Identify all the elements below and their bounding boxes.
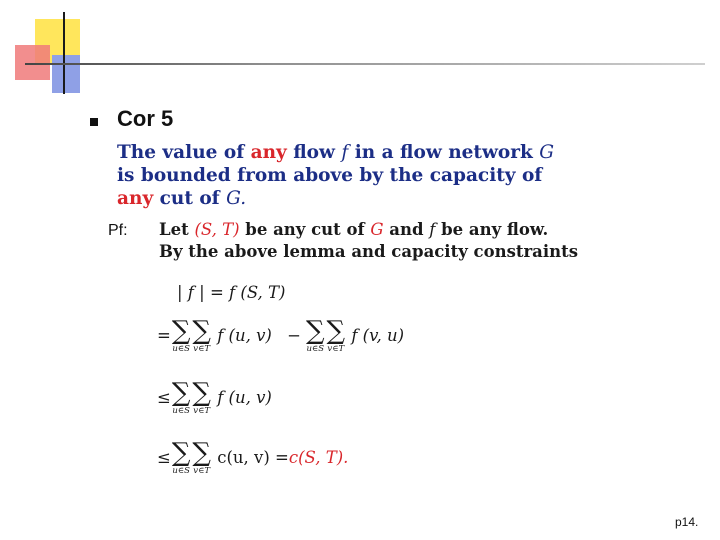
eq2-term2: f (v, u) bbox=[351, 326, 405, 346]
eq4-capacity: c(S, T). bbox=[288, 448, 349, 468]
statement-any: any bbox=[117, 188, 154, 209]
equation-3 bbox=[157, 380, 272, 416]
sum-subscript: u∈S bbox=[306, 344, 325, 354]
sum-subscript: v∈T bbox=[327, 344, 345, 354]
statement-text: is bounded from above by the capacity of bbox=[117, 165, 543, 186]
eq2-prefix: = bbox=[157, 326, 171, 346]
sum-u bbox=[172, 440, 191, 476]
sum-symbol: ∑ bbox=[192, 438, 211, 468]
bullet-icon bbox=[90, 118, 98, 126]
equation-2 bbox=[157, 318, 404, 354]
statement-any: any bbox=[250, 142, 287, 163]
proof-text: be any cut of bbox=[239, 220, 371, 239]
eq2-minus: − bbox=[287, 326, 301, 346]
proof-f: f bbox=[429, 220, 436, 239]
statement-text: flow bbox=[286, 142, 342, 163]
sum-u bbox=[172, 380, 191, 416]
eq3-prefix: ≤ bbox=[157, 388, 171, 408]
eq4-prefix: ≤ bbox=[157, 448, 171, 468]
sum-v bbox=[192, 318, 211, 354]
proof-line-2: By the above lemma and capacity constraints bbox=[159, 242, 579, 261]
sum-symbol: ∑ bbox=[171, 316, 191, 346]
sum-symbol: ∑ bbox=[326, 316, 346, 346]
sum-u bbox=[306, 318, 325, 354]
page-number: p14. bbox=[675, 515, 699, 529]
sum-u bbox=[172, 318, 191, 354]
slide-title: Cor 5 bbox=[117, 106, 174, 131]
sum-symbol: ∑ bbox=[305, 316, 325, 346]
sum-subscript: u∈S bbox=[172, 406, 190, 416]
sum-subscript: v∈T bbox=[193, 466, 211, 476]
statement-text: in a flow network bbox=[348, 142, 540, 163]
sum-symbol: ∑ bbox=[192, 378, 211, 408]
statement-G: G bbox=[539, 142, 555, 163]
sum-subscript: u∈S bbox=[172, 466, 190, 476]
eq2-term1: f (u, v) bbox=[217, 326, 272, 346]
proof-G: G bbox=[370, 220, 384, 239]
statement-text: The value of bbox=[117, 142, 251, 163]
decor-blue-square bbox=[52, 55, 80, 93]
proof-label: Pf: bbox=[108, 222, 128, 239]
sum-v bbox=[327, 318, 346, 354]
decor-vertical-line bbox=[63, 12, 65, 94]
sum-symbol: ∑ bbox=[171, 378, 191, 408]
statement-f: f bbox=[341, 142, 349, 163]
proof-text: be any flow. bbox=[435, 220, 549, 239]
proof-text: and bbox=[383, 220, 430, 239]
corollary-statement bbox=[117, 141, 577, 210]
sum-v bbox=[192, 380, 211, 416]
decor-horizontal-rule bbox=[25, 63, 705, 65]
proof-line-1 bbox=[159, 220, 548, 239]
sum-symbol: ∑ bbox=[171, 438, 191, 468]
sum-v bbox=[192, 440, 211, 476]
statement-G: G bbox=[226, 188, 241, 209]
proof-cut: (S, T) bbox=[194, 220, 240, 239]
proof-text: Let bbox=[159, 220, 195, 239]
statement-text: cut of bbox=[153, 188, 227, 209]
sum-subscript: v∈T bbox=[193, 344, 211, 354]
eq3-term: f (u, v) bbox=[217, 388, 272, 408]
sum-subscript: v∈T bbox=[193, 406, 211, 416]
sum-symbol: ∑ bbox=[192, 316, 211, 346]
equation-4 bbox=[157, 440, 348, 476]
eq4-term: c(u, v) = bbox=[217, 448, 289, 468]
statement-text: . bbox=[240, 188, 247, 209]
equation-1: | f | = f (S, T) bbox=[177, 283, 286, 302]
sum-subscript: u∈S bbox=[172, 344, 190, 354]
